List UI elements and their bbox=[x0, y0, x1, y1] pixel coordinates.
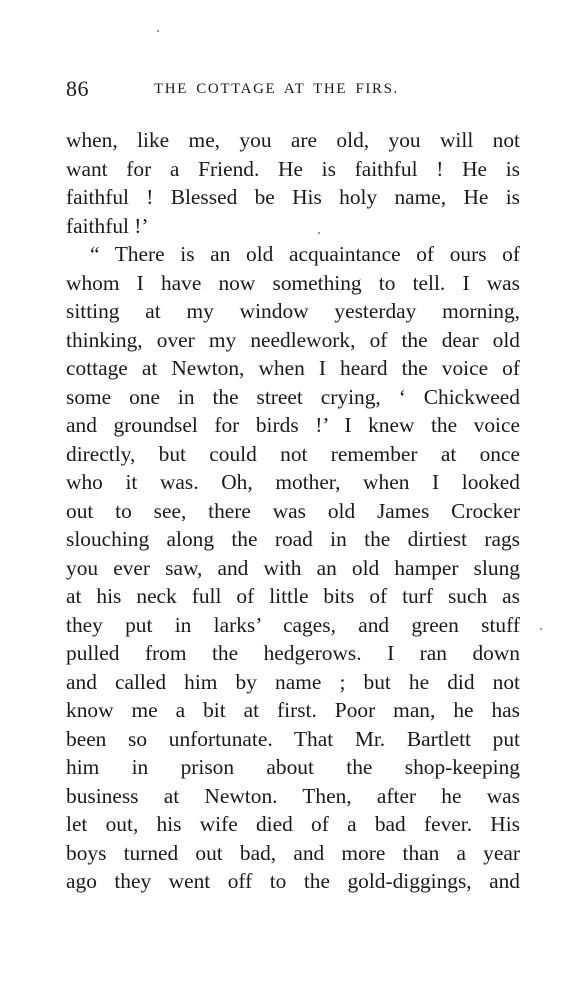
text-line: who it was. Oh, mother, when I looked bbox=[66, 470, 520, 494]
text-line: business at Newton. Then, after he was bbox=[66, 783, 520, 808]
text-line: him in prison about the shop-keeping bbox=[66, 755, 520, 779]
text-line: let out, his wife died of a bad fever. His bbox=[66, 812, 520, 836]
text-line: some one in the street crying, ‘ Chickweed bbox=[66, 384, 520, 409]
body-text bbox=[66, 126, 520, 896]
text-line: boys turned out bad, and more than a year bbox=[66, 840, 520, 865]
text-line: faithful !’ bbox=[66, 213, 149, 238]
text-line: pulled from the hedgerows. I ran down bbox=[66, 641, 520, 665]
text-line: whom I have now something to tell. I was bbox=[66, 270, 520, 295]
text-line: want for a Friend. He is faithful ! He is bbox=[66, 156, 520, 181]
text-line: at his neck full of little bits of turf such as bbox=[66, 584, 520, 608]
text-line: faithful ! Blessed be His holy name, He is bbox=[66, 185, 520, 209]
text-line: when, like me, you are old, you will not bbox=[66, 128, 520, 152]
text-line: thinking, over my needlework, of the dear old bbox=[66, 327, 520, 352]
print-speck bbox=[157, 30, 159, 32]
print-speck bbox=[540, 628, 542, 630]
text-line: know me a bit at first. Poor man, he has bbox=[66, 698, 520, 722]
text-line: directly, but could not remember at once bbox=[66, 441, 520, 466]
text-line: and groundsel for birds !’ I knew the voice bbox=[66, 413, 520, 437]
text-line: ago they went off to the gold-diggings, and bbox=[66, 869, 520, 893]
text-line: slouching along the road in the dirtiest rags bbox=[66, 527, 520, 551]
page-header bbox=[66, 76, 520, 102]
text-line: cottage at Newton, when I heard the voice of bbox=[66, 356, 520, 380]
running-title: THE COTTAGE AT THE FIRS. bbox=[154, 81, 399, 97]
page-number: 86 bbox=[66, 76, 89, 101]
text-line: they put in larks’ cages, and green stuff bbox=[66, 612, 520, 637]
text-line: you ever saw, and with an old hamper slung bbox=[66, 555, 520, 580]
text-line: been so unfortunate. That Mr. Bartlett put bbox=[66, 726, 520, 751]
text-line: and called him by name ; but he did not bbox=[66, 669, 520, 694]
text-line: out to see, there was old James Crocker bbox=[66, 498, 520, 523]
text-line: sitting at my window yesterday morning, bbox=[66, 299, 520, 323]
text-line: “ There is an old acquaintance of ours of bbox=[90, 242, 520, 266]
